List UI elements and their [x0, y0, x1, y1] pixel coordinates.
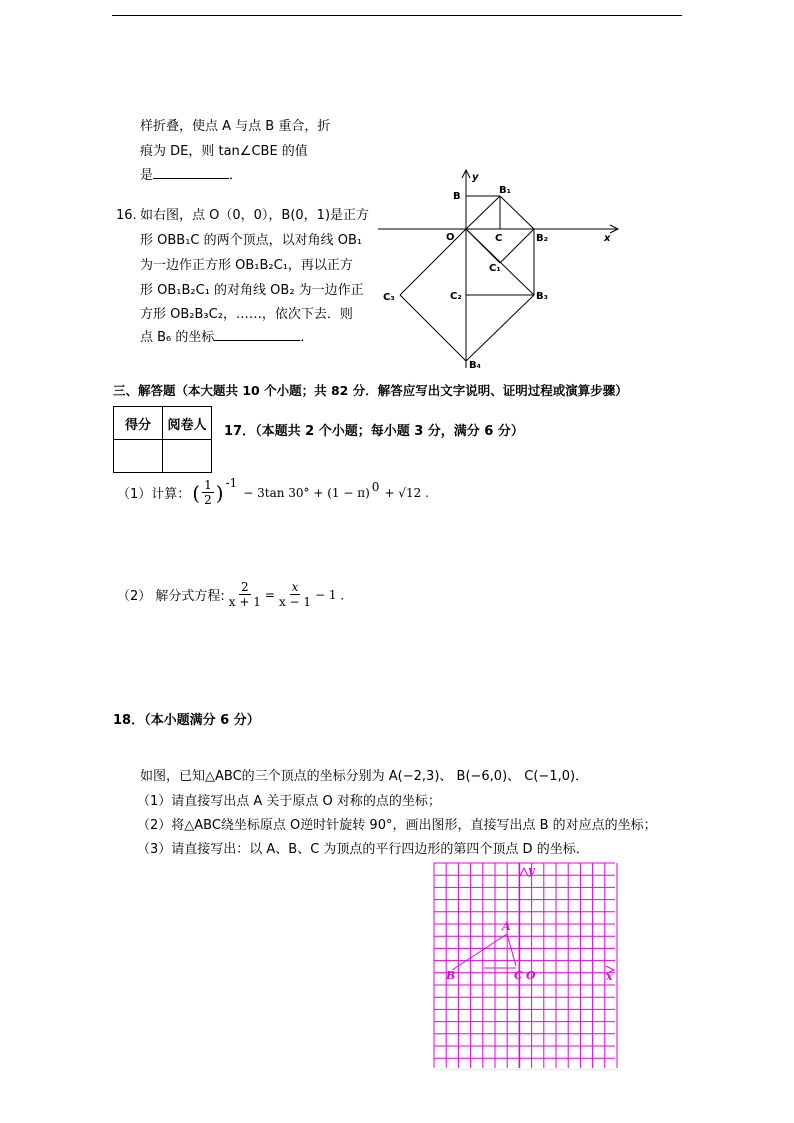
- score-col2: 阅卷人: [163, 407, 212, 440]
- q17-p2-tail: − 1 ．: [315, 588, 353, 602]
- q17-p1-tail: + √12 .: [384, 485, 429, 500]
- q16-figure: [378, 168, 628, 373]
- label-C3: C₃: [383, 292, 395, 303]
- segment-BA: [452, 934, 507, 970]
- label-y: y: [472, 172, 479, 183]
- q16-line1: 如右图，点 O（0，0），B(0，1)是正方: [140, 208, 370, 223]
- label-C: C: [514, 969, 523, 982]
- q17-p2-label: （2） 解分式方程:: [117, 589, 225, 604]
- q17-p2-lfrac: $\frac{2}{x + 1}$: [228, 580, 261, 609]
- label-B: B: [446, 969, 456, 982]
- label-B1: B₁: [499, 185, 512, 196]
- q16-line2: 形 OBB₁C 的两个顶点，以对角线 OB₁: [140, 233, 363, 248]
- q18-s1: （1）请直接写出点 A 关于原点 O 对称的点的坐标；: [137, 794, 441, 809]
- label-C1: C₁: [489, 263, 501, 274]
- label-B: B: [453, 191, 461, 202]
- q18-s2: （2）将△ABC绕坐标原点 O逆时针旋转 90°，画出图形，直接写出点 B 的对应点的坐标；: [137, 818, 657, 833]
- q16-line4: 形 OB₁B₂C₁ 的对角线 OB₂ 为一边作正: [140, 283, 364, 298]
- q15-line3: 是 ．: [140, 168, 243, 183]
- score-table: [113, 406, 212, 473]
- q17-p2-rfrac: $\frac{x}{x - 1}$: [278, 580, 312, 609]
- q18-grid-figure: [432, 862, 620, 1070]
- label-O: O: [446, 232, 455, 243]
- section3-title: 三、解答题（本大题共 10 个小题；共 82 分．解答应写出文字说明、证明过程或演算步骤）: [113, 383, 628, 398]
- segment-AC: [507, 934, 516, 966]
- q16-line6: 点 B₆ 的坐标 ．: [140, 330, 314, 345]
- q18-header: 18．（本小题满分 6 分）: [113, 713, 260, 728]
- q17-part2: [117, 580, 352, 609]
- q15-line1: 样折叠，使点 A 与点 B 重合，折: [140, 119, 331, 134]
- q17-part1: （1）计算： ( $\frac{1}{2}$ ) -1 − 3tan 30° + (1 − π) 0 + √12 .: [117, 476, 429, 507]
- grader-cell[interactable]: [163, 440, 212, 473]
- q16-number: 16.: [116, 208, 137, 223]
- answer-blank-16[interactable]: [214, 328, 300, 341]
- q17-p1-label: （1）计算：: [117, 487, 191, 502]
- q18-s3: （3）请直接写出：以 A、B、C 为顶点的平行四边形的第四个顶点 D 的坐标．: [137, 842, 589, 857]
- q15-line2: 痕为 DE，则 tan∠CBE 的值: [140, 144, 308, 159]
- label-B3: B₃: [536, 291, 549, 302]
- q17-p1-frac: $\frac{1}{2}$: [204, 478, 212, 507]
- q17-p1-exp2: 0: [371, 480, 380, 494]
- q16-line3: 为一边作正方形 OB₁B₂C₁，再以正方: [140, 258, 353, 273]
- label-C: C: [495, 233, 503, 244]
- header-rule: [112, 15, 682, 16]
- label-C2: C₂: [450, 291, 462, 302]
- q17-p1-rest: − 3tan 30° + (1 − π): [243, 485, 370, 500]
- score-col1: 得分: [114, 407, 163, 440]
- label-y: y: [528, 864, 535, 877]
- score-cell[interactable]: [114, 440, 163, 473]
- label-A: A: [502, 920, 511, 933]
- answer-blank-15[interactable]: [153, 166, 229, 179]
- label-x: x: [604, 233, 611, 244]
- label-B4: B₄: [469, 360, 482, 371]
- label-x: x: [606, 970, 613, 983]
- q18-intro: 如图，已知△ABC的三个顶点的坐标分别为 A(−2,3)、 B(−6,0)、 C(−1,0)．: [140, 769, 589, 784]
- q17-header: 17．（本题共 2 个小题；每小题 3 分，满分 6 分）: [224, 424, 524, 439]
- label-B2: B₂: [536, 233, 549, 244]
- q17-p2-eq: =: [264, 587, 275, 602]
- label-O: O: [526, 969, 536, 982]
- q17-p1-exp: -1: [225, 476, 238, 490]
- q16-line5: 方形 OB₂B₃C₂，……，依次下去．则: [140, 307, 353, 322]
